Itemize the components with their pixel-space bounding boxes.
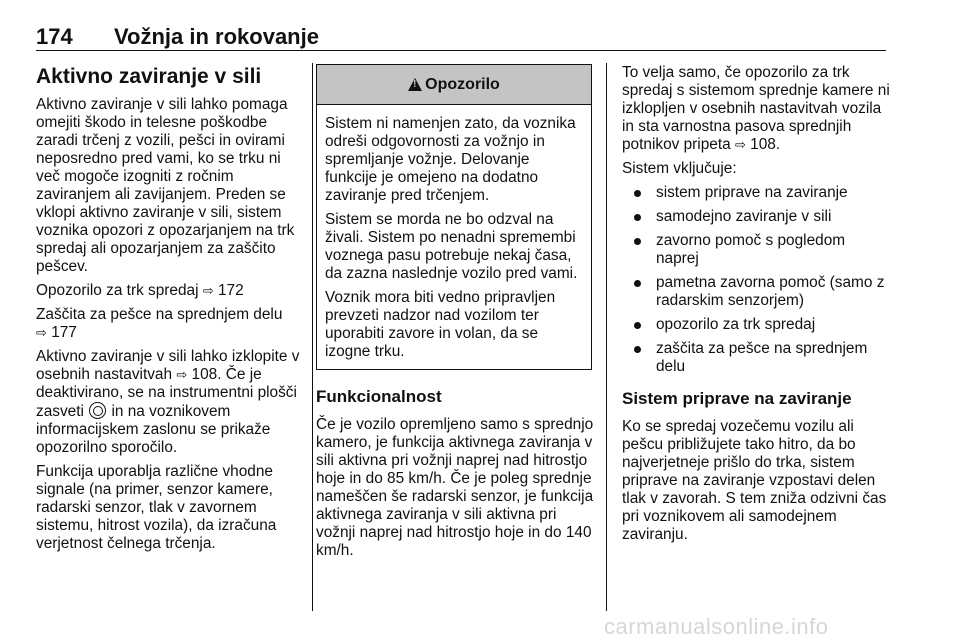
brake-prep-paragraph: Ko se spredaj vozečemu vozilu ali pešcu približujete tako hitro, da bo najverjetneje prišlo do trka, sistem priprave na zaviranje vzpostavi delen tlak v zavorah. S tem zniža odzivni čas pri voznikovem ali samodejnem zaviranju.: [622, 418, 887, 543]
page-number: 174: [36, 24, 73, 49]
warning-header: [317, 65, 591, 105]
column-divider-1: [312, 63, 313, 611]
reference-page[interactable]: 108: [750, 136, 776, 153]
warning-body: [317, 105, 591, 369]
reference-page[interactable]: 108: [191, 366, 218, 383]
reference-text: Opozorilo za trk spredaj: [36, 282, 199, 299]
warning-title: Opozorilo: [425, 75, 500, 93]
header-rule: [36, 50, 886, 51]
includes-label: Sistem vključuje:: [622, 160, 737, 177]
column-right: [622, 64, 892, 550]
function-paragraph: Funkcija uporablja različne vhodne signale (na primer, senzor kamere, radarski senzor, tlak v zavornem sistemu, hitrost vozila), da izračuna verjetnost čelnega trčenja.: [36, 463, 277, 552]
warning-box: [316, 64, 592, 370]
column-divider-2: [606, 63, 607, 611]
watermark: carmanualsonline.info: [604, 614, 829, 639]
cross-reference[interactable]: [36, 306, 302, 342]
column-middle: [316, 64, 594, 566]
list-item: pametna zavorna pomoč (samo z radarskim senzorjem): [622, 274, 892, 310]
functionality-paragraph: Če je vozilo opremljeno samo s sprednjo kamero, je funkcija aktivnega zaviranja v sili aktivna pri vožnji naprej nad hitrostjo hoje in do 85 km/h. Če je poleg sprednje nameščen še radarski senzor, je funkcija aktivnega zaviranja v sili aktivna pri vožnji naprej nad hitrostjo hoje in do 140 km/h.: [316, 416, 594, 559]
list-item: sistem priprave na zaviranje: [622, 184, 892, 202]
deactivation-paragraph: Aktivno zaviranje v sili lahko izklopite v osebnih nastavitvah ⇨ 108. Če je deaktivirano, se na instrumentni plošči zasveti in na voznikovem informacijskem zaslonu se prikaže opozorilno sporočilo.: [36, 348, 300, 456]
brake-warning-icon: [89, 402, 106, 419]
reference-text: Zaščita za pešce na sprednjem delu: [36, 306, 283, 323]
arrow-right-icon: ⇨: [734, 137, 746, 152]
arrow-right-icon: ⇨: [202, 283, 214, 298]
section-heading: Aktivno zaviranje v sili: [36, 65, 262, 88]
section-title: Vožnja in rokovanje: [114, 24, 319, 49]
arrow-right-icon: ⇨: [176, 367, 188, 382]
feature-list: [622, 184, 892, 376]
warning-paragraph: Sistem ni namenjen zato, da voznika odreši odgovornosti za vožnjo in spremljanje vožnje. Delovanje funkcije je omejeno na dodatno zaviranje pred trčenjem.: [325, 115, 576, 204]
condition-paragraph: To velja samo, če opozorilo za trk spredaj s sistemom sprednje kamere ni izklopljen v osebnih nastavitvah vozila in sta varnostna pasova sprednjih potnikov pripeta ⇨ 108.: [622, 64, 890, 153]
list-item: samodejno zaviranje v sili: [622, 208, 892, 226]
arrow-right-icon: ⇨: [36, 325, 47, 340]
warning-paragraph: Sistem se morda ne bo odzval na živali. Sistem po nenadni spremembi voznega pasu potrebuje nekaj časa, da zazna naslednje vozilo pred vami.: [325, 211, 578, 282]
reference-page: 172: [218, 282, 244, 299]
subsection-heading: Funkcionalnost: [316, 387, 442, 406]
subsection-heading: Sistem priprave na zaviranje: [622, 389, 852, 408]
warning-triangle-icon: [408, 78, 422, 91]
reference-page: 177: [51, 324, 77, 341]
column-left: [36, 64, 302, 559]
list-item: zaščita za pešce na sprednjem delu: [622, 340, 892, 376]
list-item: zavorno pomoč s pogledom naprej: [622, 232, 892, 268]
cross-reference[interactable]: [36, 282, 302, 300]
intro-paragraph: Aktivno zaviranje v sili lahko pomaga omejiti škodo in telesne poškodbe zaradi trčenj z vozili, pešci in ovirami neposredno pred vami, ko se trku ni več mogoče izogniti z ročnim zaviranjem ali zavijanjem. Preden se vklopi aktivno zaviranje v sili, sistem voznika opozori z opozarjanjem na trk spredaj ali opozarjanjem za zaščito pešcev.: [36, 96, 295, 275]
warning-paragraph: Voznik mora biti vedno pripravljen prevzeti nadzor nad vozilom ter uporabiti zavore in volan, da se izogne trku.: [325, 289, 556, 360]
list-item: opozorilo za trk spredaj: [622, 316, 892, 334]
